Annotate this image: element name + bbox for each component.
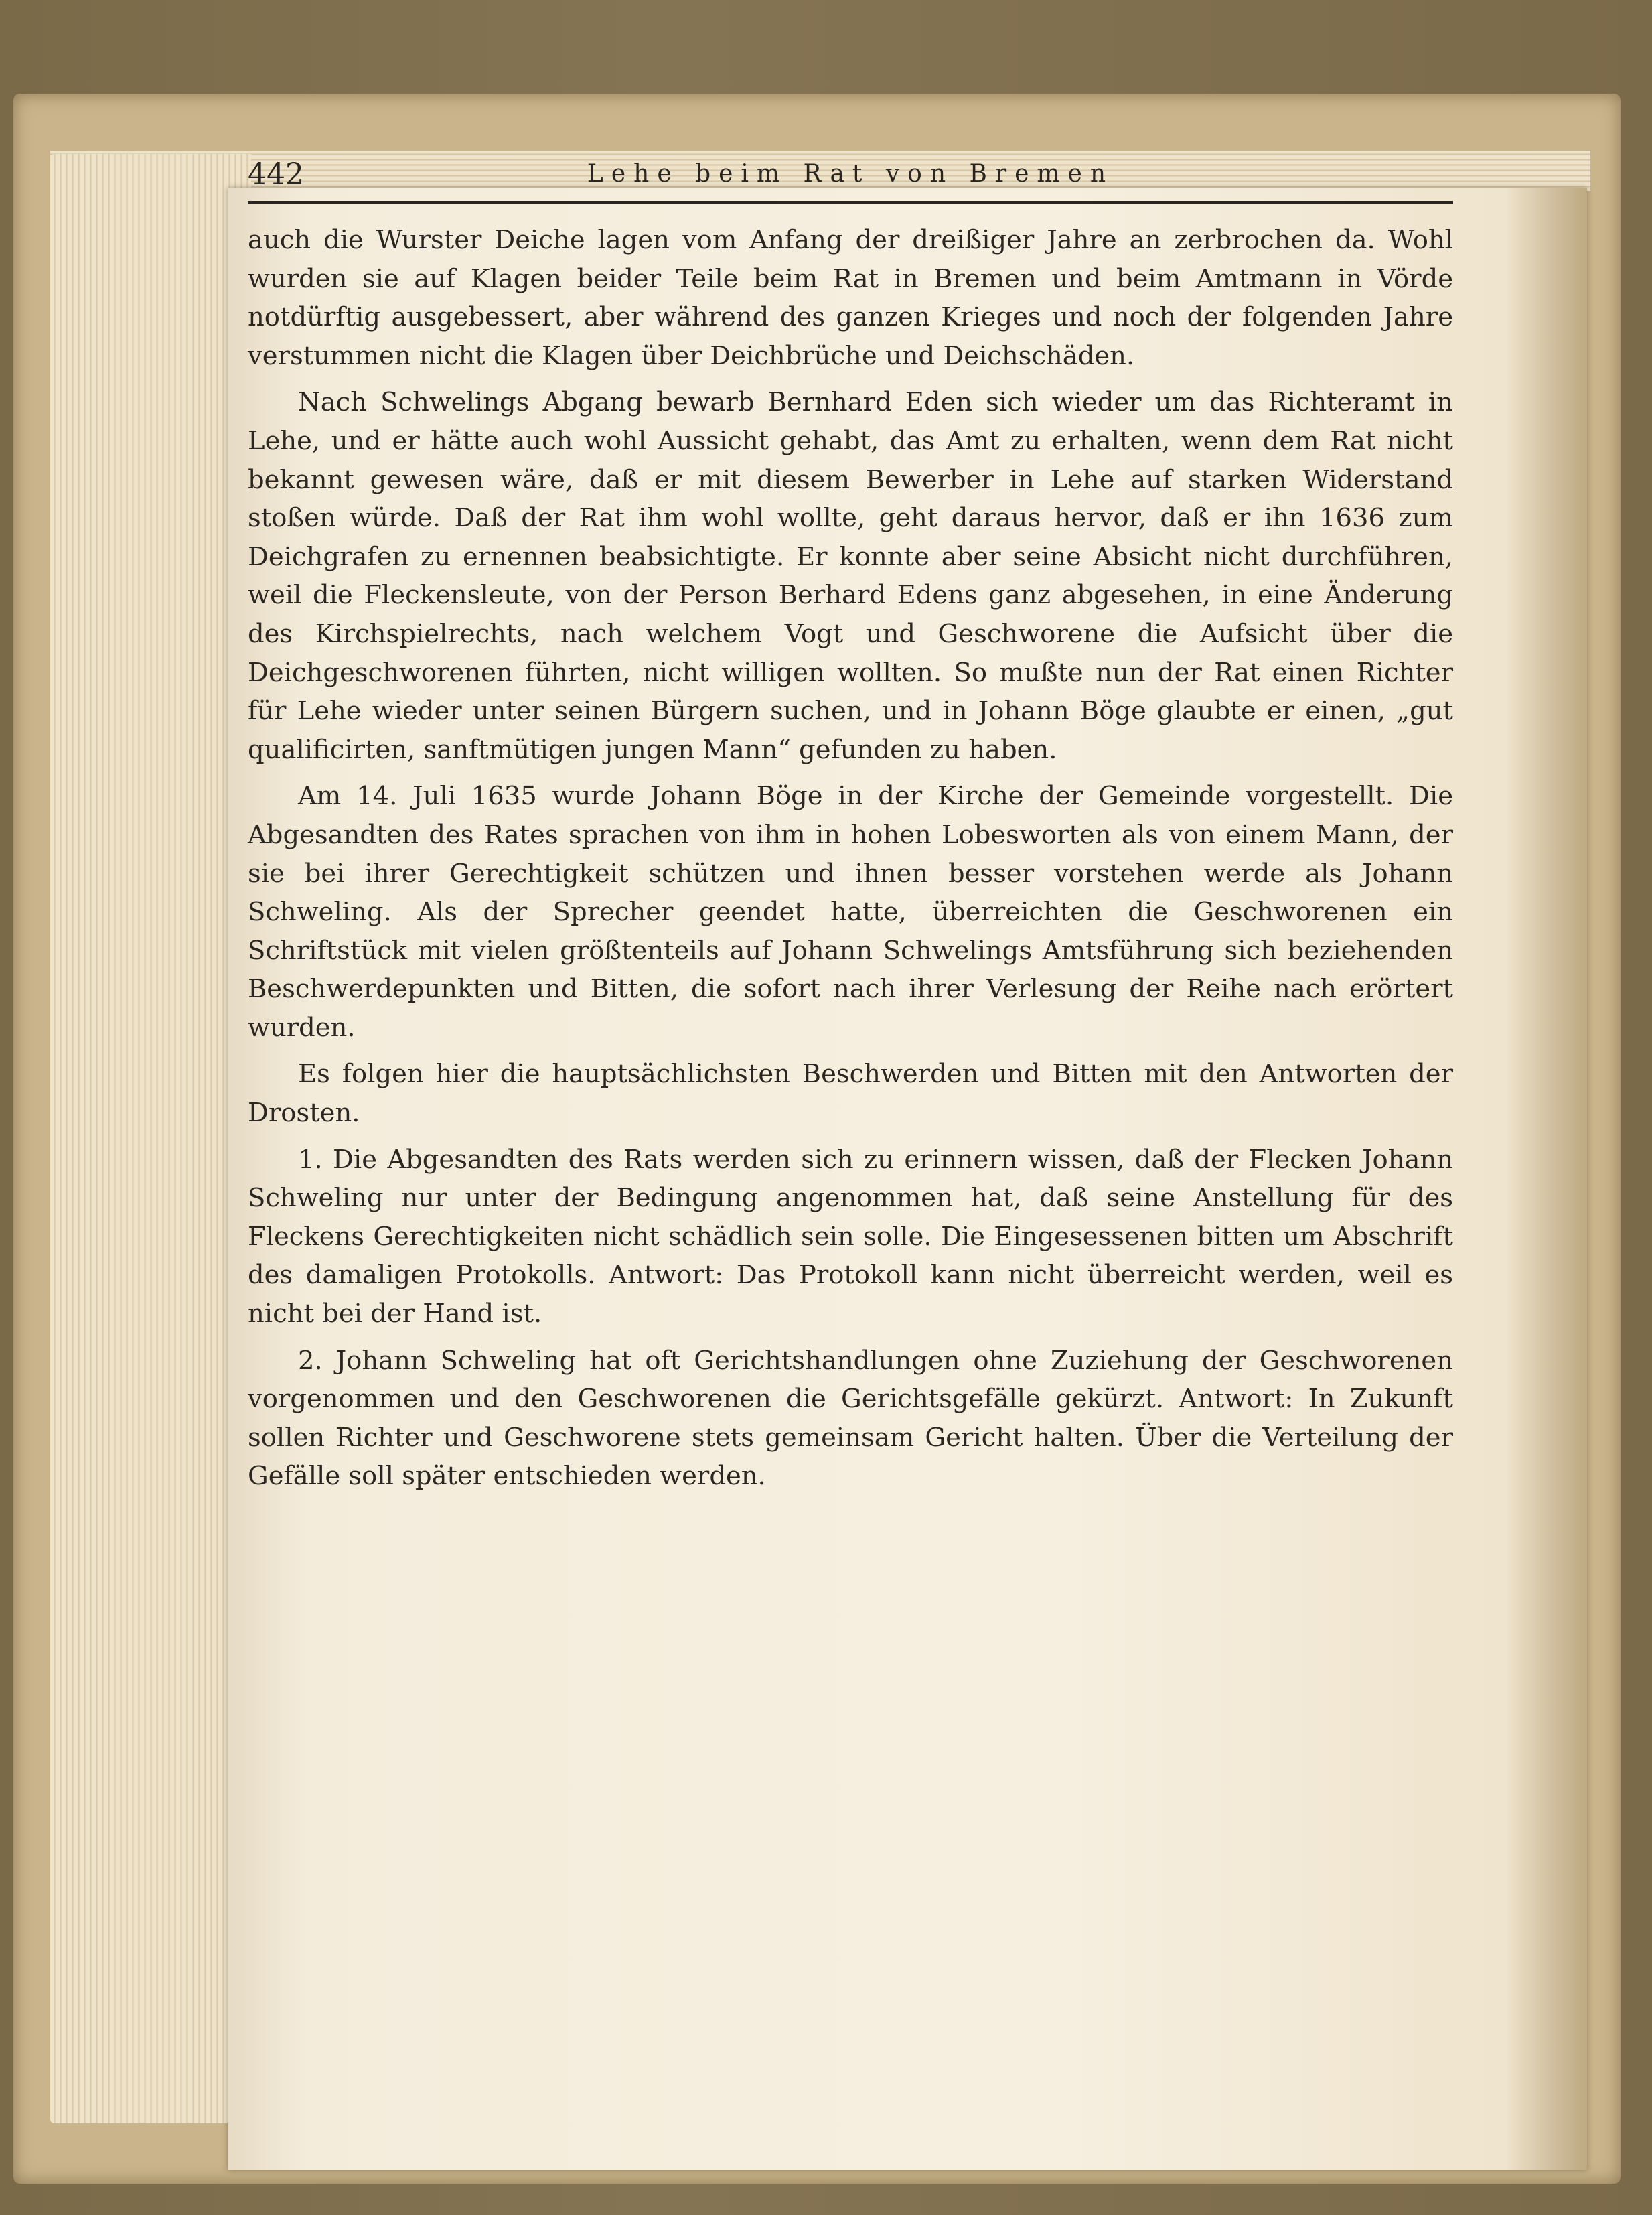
page-edges-left [50,154,251,2123]
page-header [248,157,1453,204]
header-rule [248,201,1453,204]
paragraph: auch die Wurster Deiche lagen vom Anfang der dreißiger Jahre an zerbrochen da. Wohl wurden sie auf Klagen beider Teile beim Rat in Bremen und beim Amtmann in Vörde notdürftig ausgebessert, aber während des ganzen Krieges und noch der folgenden Jahre verstummen nicht die Klagen über Deichbrüche und Deichschäden. [248,225,1453,371]
paragraph: Am 14. Juli 1635 wurde Johann Böge in der Kirche der Gemeinde vorgestellt. Die Abgesandten des Rates sprachen von ihm in hohen Lobesworten als von einem Mann, der sie bei ihrer Gerechtigkeit schützen und ihnen besser vorstehen werde als Johann Schweling. Als der Sprecher geendet hatte, überreichten die Geschworenen ein Schriftstück mit vielen größtenteils auf Johann Schwelings Amtsführung sich beziehenden Beschwerdepunkten und Bitten, die sofort nach ihrer Verlesung der Reihe nach erörtert wurden. [248,781,1453,1043]
paragraph: Nach Schwelings Abgang bewarb Bernhard Eden sich wieder um das Richteramt in Lehe, und er hätte auch wohl Aussicht gehabt, das Amt zu erhalten, wenn dem Rat nicht bekannt gewesen wäre, daß er mit diesem Bewerber in Lehe auf starken Widerstand stoßen würde. Daß der Rat ihm wohl wollte, geht daraus hervor, daß er ihn 1636 zum Deichgrafen zu ernennen beabsichtigte. Er konnte aber seine Absicht nicht durchführen, weil die Fleckensleute, von der Person Berhard Edens ganz abgesehen, in eine Änderung des Kirchspielrechts, nach welchem Vogt und Geschworene die Aufsicht über die Deichgeschworenen führten, nicht willigen wollten. So mußte nun der Rat einen Richter für Lehe wieder unter seinen Bürgern suchen, und in Johann Böge glaubte er einen, „gut qualificirten, sanftmütigen jungen Mann“ gefunden zu haben. [248,387,1453,765]
list-item: 2. Johann Schweling hat oft Gerichtshandlungen ohne Zuziehung der Geschworenen vorgenommen und den Geschworenen die Gerichtsgefälle gekürzt. Antwort: In Zukunft sollen Richter und Geschworene stets gemeinsam Gericht halten. Über die Verteilung der Gefälle soll später entschieden werden. [248,1345,1453,1492]
body-text [248,221,1453,1504]
page-number: 442 [248,157,304,192]
paragraph: Es folgen hier die hauptsächlichsten Beschwerden und Bitten mit den Antworten der Drosten. [248,1059,1453,1129]
list-item: 1. Die Abgesandten des Rats werden sich zu erinnern wissen, daß der Flecken Johann Schweling nur unter der Bedingung angenommen hat, daß seine Anstellung für des Fleckens Gerechtigkeiten nicht schädlich sein solle. Die Eingesessenen bitten um Abschrift des damaligen Protokolls. Antwort: Das Protokoll kann nicht überreicht werden, weil es nicht bei der Hand ist. [248,1144,1453,1330]
running-head: Lehe beim Rat von Bremen [587,160,1114,188]
page-fold-shadow [1507,188,1587,2170]
